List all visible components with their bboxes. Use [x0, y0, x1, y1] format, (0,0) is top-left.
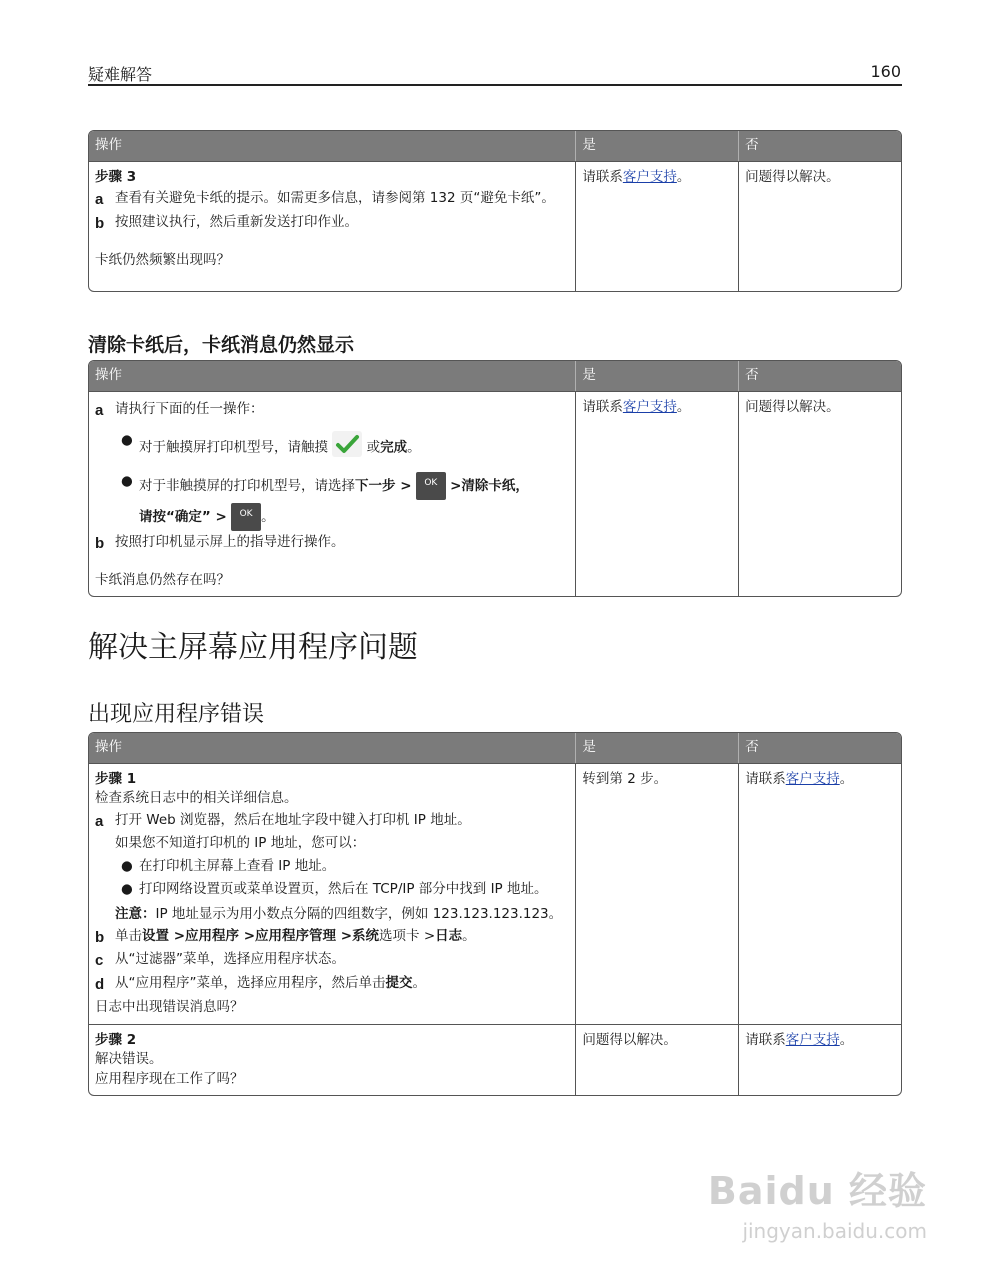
- table-clear-jam: [88, 360, 902, 597]
- ok-button-icon: OK: [231, 503, 261, 531]
- done-label: 完成: [380, 439, 408, 456]
- no-cell: 问题得以解决。: [739, 161, 901, 291]
- step-text: 请执行下面的任一操作：: [115, 400, 264, 417]
- section-title: 出现应用程序错误: [88, 702, 265, 727]
- col-action: 操作: [89, 733, 576, 763]
- question: 日志中出现错误消息吗？: [95, 998, 244, 1015]
- question: 应用程序现在工作了吗？: [95, 1070, 244, 1087]
- customer-support-link[interactable]: 客户支持: [622, 398, 677, 415]
- question: 卡纸仍然频繁出现吗？: [95, 251, 230, 268]
- no-cell: [739, 1024, 901, 1096]
- action-cell: [89, 763, 576, 1024]
- no-text-end: 。: [839, 1031, 854, 1048]
- next-label: 下一步: [355, 477, 396, 494]
- bullet-text-end: 。: [261, 508, 275, 525]
- step-letter: b: [95, 534, 105, 552]
- header-rule: [88, 84, 902, 86]
- no-cell: [739, 763, 901, 1024]
- yes-cell: 转到第 2 步。: [576, 763, 739, 1024]
- col-yes: 是: [576, 733, 739, 763]
- bullet-text: 对于触摸屏打印机型号，请触摸: [139, 439, 328, 456]
- table-step3: [88, 130, 902, 292]
- bullet-text-end: 。: [407, 439, 421, 456]
- watermark-logo: Baidu 经验: [707, 1169, 927, 1213]
- yes-cell: [576, 391, 739, 597]
- yes-text-end: 。: [676, 398, 691, 415]
- bullet-icon: ●: [121, 858, 133, 874]
- step-letter: b: [95, 214, 105, 232]
- page-number: 160: [870, 62, 901, 81]
- bullet-icon: ●: [121, 880, 133, 897]
- press-ok-label: 请按“确定”: [139, 508, 211, 525]
- no-text: 请联系: [745, 770, 786, 787]
- section-title: 清除卡纸后，卡纸消息仍然显示: [88, 334, 355, 356]
- step-text: 解决错误。: [95, 1051, 163, 1068]
- bullet-icon: ●: [121, 472, 133, 489]
- bullet-text: 对于非触摸屏的打印机型号，请选择: [139, 477, 355, 494]
- yes-cell: 问题得以解决。: [576, 1024, 739, 1096]
- watermark: [708, 1160, 927, 1243]
- col-no: 否: [739, 131, 901, 161]
- menu-path: 日志: [435, 927, 463, 944]
- step-text: 从“过滤器”菜单，选择应用程序状态。: [115, 951, 345, 968]
- step-label: 步骤 3: [95, 168, 137, 185]
- step-letter: b: [95, 928, 105, 946]
- step-text: 按照打印机显示屏上的指导进行操作。: [115, 533, 345, 550]
- table-app-error: [88, 732, 902, 1096]
- col-yes: 是: [576, 131, 739, 161]
- step-text-end: 。: [462, 927, 476, 944]
- step-letter: d: [95, 976, 105, 994]
- step-letter: a: [95, 191, 104, 209]
- question: 卡纸消息仍然存在吗？: [95, 571, 230, 588]
- customer-support-link[interactable]: 客户支持: [622, 168, 677, 185]
- no-text-end: 。: [839, 770, 854, 787]
- ok-button-icon: OK: [416, 472, 446, 500]
- chapter-title: 解决主屏幕应用程序问题: [88, 630, 418, 665]
- header-title: 疑难解答: [88, 65, 153, 84]
- arrow-text: >: [395, 477, 412, 494]
- bullet-text: 打印网络设置页或菜单设置页，然后在 TCP/IP 部分中找到 IP 地址。: [139, 880, 548, 897]
- col-action: 操作: [89, 131, 576, 161]
- bullet-text: 在打印机主屏幕上查看 IP 地址。: [139, 858, 336, 874]
- action-cell: [89, 161, 576, 291]
- col-action: 操作: [89, 361, 576, 391]
- submit-label: 提交: [385, 975, 413, 992]
- col-no: 否: [739, 733, 901, 763]
- customer-support-link[interactable]: 客户支持: [785, 770, 840, 787]
- yes-text-end: 。: [676, 168, 691, 185]
- no-cell: 问题得以解决。: [739, 391, 901, 597]
- bullet-icon: ●: [121, 432, 133, 449]
- watermark-url: jingyan.baidu.com: [742, 1219, 927, 1243]
- no-text: 请联系: [745, 1031, 786, 1048]
- step-letter: c: [95, 952, 104, 970]
- col-no: 否: [739, 361, 901, 391]
- note-text: IP 地址显示为用小数点分隔的四组数字，例如 123.123.123.123。: [155, 906, 563, 923]
- yes-text: 请联系: [582, 398, 623, 415]
- step-text-end: 。: [412, 975, 426, 992]
- step-text: 按照建议执行，然后重新发送打印作业。: [115, 213, 358, 230]
- step-text: 打开 Web 浏览器，然后在地址字段中键入打印机 IP 地址。: [115, 811, 471, 828]
- note-label: 注意：: [115, 906, 156, 923]
- step-label: 步骤 2: [95, 1031, 137, 1048]
- action-cell: [89, 1024, 576, 1096]
- customer-support-link[interactable]: 客户支持: [785, 1031, 840, 1048]
- step-text: 查看有关避免卡纸的提示。如需更多信息，请参阅第 132 页“避免卡纸”。: [115, 190, 555, 207]
- menu-path: 设置 >应用程序 >应用程序管理 >系统: [142, 927, 380, 944]
- step-text: 从“应用程序”菜单，选择应用程序，然后单击: [115, 975, 386, 992]
- step-letter: a: [95, 812, 104, 830]
- step-text: 单击: [115, 927, 142, 944]
- step-label: 步骤 1: [95, 770, 137, 787]
- action-cell: [89, 391, 576, 597]
- step-text: 选项卡 >: [379, 927, 436, 944]
- step-letter: a: [95, 401, 104, 419]
- yes-cell: [576, 161, 739, 291]
- step-subtext: 如果您不知道打印机的 IP 地址，您可以：: [115, 835, 366, 852]
- bullet-text-or: 或: [366, 439, 381, 456]
- yes-text: 请联系: [582, 168, 623, 185]
- checkmark-icon: [332, 431, 362, 464]
- col-yes: 是: [576, 361, 739, 391]
- step-intro: 检查系统日志中的相关详细信息。: [95, 790, 298, 807]
- clear-jam-label: >清除卡纸，: [450, 477, 529, 494]
- arrow-text: >: [210, 508, 227, 525]
